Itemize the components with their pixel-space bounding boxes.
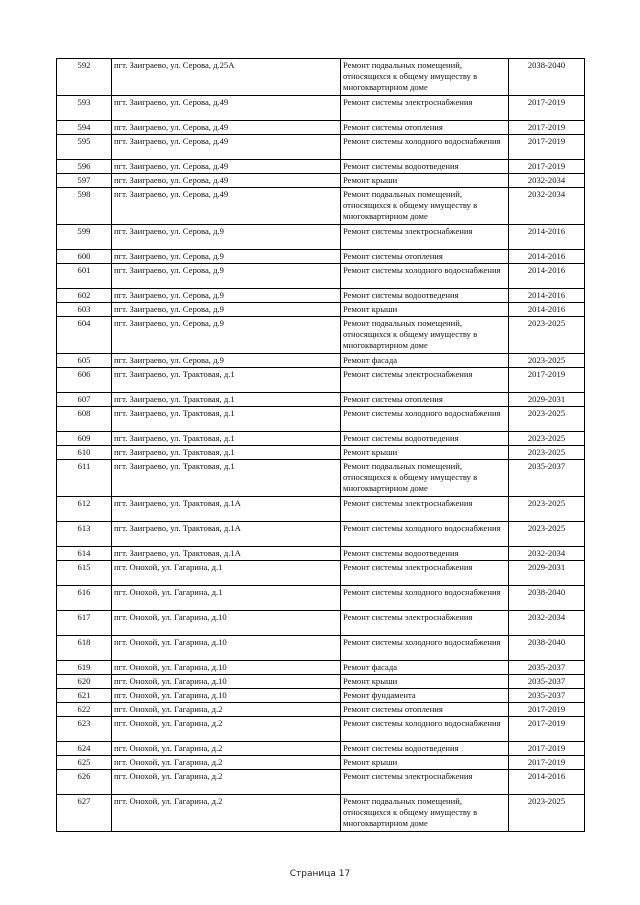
work-type-cell: Ремонт системы электроснабжения [341,561,509,586]
period-cell: 2017-2019 [509,703,585,717]
address-cell: пгт. Заиграево, ул. Трактовая, д.1 [112,460,341,497]
address-cell: пгт. Заиграево, ул. Серова, д.9 [112,289,341,303]
row-number: 604 [57,317,112,354]
address-cell: пгт. Онохой, ул. Гагарина, д.2 [112,703,341,717]
table-row [57,250,585,264]
period-cell: 2023-2025 [509,522,585,547]
table-row [57,795,585,832]
table-row [57,446,585,460]
work-type-cell: Ремонт системы холодного водоснабжения [341,636,509,661]
work-type-cell: Ремонт фундамента [341,689,509,703]
table-row [57,586,585,611]
address-cell: пгт. Онохой, ул. Гагарина, д.2 [112,756,341,770]
work-type-cell: Ремонт системы водоотведения [341,289,509,303]
table-row [57,135,585,160]
address-cell: пгт. Онохой, ул. Гагарина, д.10 [112,636,341,661]
table-row [57,661,585,675]
table-row [57,160,585,174]
period-cell: 2023-2025 [509,354,585,368]
period-cell: 2023-2025 [509,407,585,432]
work-type-cell: Ремонт системы холодного водоснабжения [341,264,509,289]
period-cell: 2014-2016 [509,250,585,264]
period-cell: 2014-2016 [509,770,585,795]
table-row [57,636,585,661]
period-cell: 2014-2016 [509,289,585,303]
address-cell: пгт. Заиграево, ул. Серова, д.49 [112,121,341,135]
table-row [57,188,585,225]
row-number: 594 [57,121,112,135]
period-cell: 2023-2025 [509,432,585,446]
address-cell: пгт. Онохой, ул. Гагарина, д.10 [112,689,341,703]
row-number: 621 [57,689,112,703]
table-row [57,317,585,354]
work-type-cell: Ремонт системы водоотведения [341,547,509,561]
row-number: 623 [57,717,112,742]
period-cell: 2023-2025 [509,317,585,354]
work-type-cell: Ремонт системы электроснабжения [341,611,509,636]
table-row [57,703,585,717]
table-row [57,770,585,795]
row-number: 602 [57,289,112,303]
row-number: 626 [57,770,112,795]
table-row [57,547,585,561]
row-number: 598 [57,188,112,225]
row-number: 599 [57,225,112,250]
work-type-cell: Ремонт подвальных помещений, относящихся к общему имуществу в многоквартирном доме [341,460,509,497]
period-cell: 2017-2019 [509,717,585,742]
address-cell: пгт. Заиграево, ул. Трактовая, д.1 [112,446,341,460]
row-number: 613 [57,522,112,547]
table-row [57,96,585,121]
table-row [57,225,585,250]
address-cell: пгт. Заиграево, ул. Серова, д.9 [112,354,341,368]
row-number: 622 [57,703,112,717]
row-number: 597 [57,174,112,188]
row-number: 612 [57,497,112,522]
table-row [57,675,585,689]
work-type-cell: Ремонт крыши [341,303,509,317]
work-type-cell: Ремонт системы холодного водоснабжения [341,717,509,742]
row-number: 596 [57,160,112,174]
address-cell: пгт. Онохой, ул. Гагарина, д.2 [112,795,341,832]
work-type-cell: Ремонт системы холодного водоснабжения [341,522,509,547]
work-type-cell: Ремонт системы холодного водоснабжения [341,586,509,611]
table-row [57,303,585,317]
row-number: 607 [57,393,112,407]
address-cell: пгт. Онохой, ул. Гагарина, д.1 [112,586,341,611]
row-number: 617 [57,611,112,636]
period-cell: 2032-2034 [509,188,585,225]
table-body [57,59,585,832]
table-row [57,407,585,432]
row-number: 618 [57,636,112,661]
address-cell: пгт. Заиграево, ул. Трактовая, д.1А [112,497,341,522]
period-cell: 2038-2040 [509,586,585,611]
address-cell: пгт. Онохой, ул. Гагарина, д.10 [112,661,341,675]
row-number: 616 [57,586,112,611]
page-number: Страница 17 [289,869,351,879]
period-cell: 2029-2031 [509,561,585,586]
work-type-cell: Ремонт системы холодного водоснабжения [341,407,509,432]
repair-schedule-table [56,58,585,832]
table-row [57,264,585,289]
period-cell: 2023-2025 [509,497,585,522]
row-number: 625 [57,756,112,770]
work-type-cell: Ремонт крыши [341,174,509,188]
work-type-cell: Ремонт крыши [341,675,509,689]
address-cell: пгт. Заиграево, ул. Серова, д.9 [112,250,341,264]
address-cell: пгт. Заиграево, ул. Трактовая, д.1А [112,522,341,547]
period-cell: 2035-2037 [509,460,585,497]
row-number: 610 [57,446,112,460]
row-number: 627 [57,795,112,832]
table-row [57,393,585,407]
work-type-cell: Ремонт системы водоотведения [341,160,509,174]
work-type-cell: Ремонт подвальных помещений, относящихся к общему имуществу в многоквартирном доме [341,317,509,354]
address-cell: пгт. Заиграево, ул. Трактовая, д.1 [112,407,341,432]
period-cell: 2032-2034 [509,611,585,636]
period-cell: 2017-2019 [509,368,585,393]
period-cell: 2035-2037 [509,689,585,703]
work-type-cell: Ремонт системы электроснабжения [341,368,509,393]
table-row [57,689,585,703]
address-cell: пгт. Онохой, ул. Гагарина, д.1 [112,561,341,586]
row-number: 620 [57,675,112,689]
work-type-cell: Ремонт фасада [341,661,509,675]
address-cell: пгт. Онохой, ул. Гагарина, д.2 [112,770,341,795]
table-row [57,561,585,586]
row-number: 614 [57,547,112,561]
row-number: 600 [57,250,112,264]
work-type-cell: Ремонт системы водоотведения [341,742,509,756]
table-row [57,756,585,770]
address-cell: пгт. Онохой, ул. Гагарина, д.10 [112,675,341,689]
row-number: 606 [57,368,112,393]
period-cell: 2017-2019 [509,121,585,135]
address-cell: пгт. Заиграево, ул. Серова, д.49 [112,188,341,225]
row-number: 605 [57,354,112,368]
work-type-cell: Ремонт системы водоотведения [341,432,509,446]
row-number: 603 [57,303,112,317]
work-type-cell: Ремонт системы электроснабжения [341,497,509,522]
table-row [57,368,585,393]
period-cell: 2014-2016 [509,303,585,317]
period-cell: 2038-2040 [509,59,585,96]
period-cell: 2017-2019 [509,135,585,160]
row-number: 593 [57,96,112,121]
work-type-cell: Ремонт системы электроснабжения [341,96,509,121]
address-cell: пгт. Онохой, ул. Гагарина, д.2 [112,742,341,756]
period-cell: 2029-2031 [509,393,585,407]
address-cell: пгт. Заиграево, ул. Трактовая, д.1 [112,368,341,393]
work-type-cell: Ремонт крыши [341,446,509,460]
table-row [57,522,585,547]
table-row [57,174,585,188]
work-type-cell: Ремонт подвальных помещений, относящихся к общему имуществу в многоквартирном доме [341,795,509,832]
period-cell: 2023-2025 [509,795,585,832]
address-cell: пгт. Онохой, ул. Гагарина, д.10 [112,611,341,636]
work-type-cell: Ремонт подвальных помещений, относящихся к общему имуществу в многоквартирном доме [341,188,509,225]
table-row [57,121,585,135]
address-cell: пгт. Заиграево, ул. Серова, д.9 [112,225,341,250]
period-cell: 2014-2016 [509,225,585,250]
address-cell: пгт. Заиграево, ул. Серова, д.49 [112,96,341,121]
address-cell: пгт. Заиграево, ул. Трактовая, д.1 [112,432,341,446]
period-cell: 2038-2040 [509,636,585,661]
work-type-cell: Ремонт системы отопления [341,250,509,264]
period-cell: 2035-2037 [509,675,585,689]
row-number: 624 [57,742,112,756]
work-type-cell: Ремонт системы отопления [341,393,509,407]
period-cell: 2017-2019 [509,160,585,174]
work-type-cell: Ремонт системы отопления [341,703,509,717]
row-number: 601 [57,264,112,289]
work-type-cell: Ремонт фасада [341,354,509,368]
table-row [57,717,585,742]
period-cell: 2023-2025 [509,446,585,460]
address-cell: пгт. Заиграево, ул. Трактовая, д.1А [112,547,341,561]
table-row [57,611,585,636]
period-cell: 2035-2037 [509,661,585,675]
address-cell: пгт. Заиграево, ул. Серова, д.49 [112,135,341,160]
address-cell: пгт. Заиграево, ул. Серова, д.9 [112,303,341,317]
period-cell: 2017-2019 [509,96,585,121]
work-type-cell: Ремонт системы отопления [341,121,509,135]
address-cell: пгт. Онохой, ул. Гагарина, д.2 [112,717,341,742]
address-cell: пгт. Заиграево, ул. Серова, д.49 [112,160,341,174]
table-row [57,289,585,303]
row-number: 608 [57,407,112,432]
address-cell: пгт. Заиграево, ул. Серова, д.9 [112,264,341,289]
period-cell: 2014-2016 [509,264,585,289]
work-type-cell: Ремонт системы холодного водоснабжения [341,135,509,160]
row-number: 615 [57,561,112,586]
work-type-cell: Ремонт системы электроснабжения [341,225,509,250]
address-cell: пгт. Заиграево, ул. Серова, д.9 [112,317,341,354]
address-cell: пгт. Заиграево, ул. Серова, д.49 [112,174,341,188]
work-type-cell: Ремонт крыши [341,756,509,770]
period-cell: 2017-2019 [509,742,585,756]
table-row [57,354,585,368]
table-row [57,432,585,446]
row-number: 611 [57,460,112,497]
table-row [57,742,585,756]
table-row [57,460,585,497]
row-number: 595 [57,135,112,160]
table-row [57,497,585,522]
row-number: 619 [57,661,112,675]
address-cell: пгт. Заиграево, ул. Трактовая, д.1 [112,393,341,407]
table-row [57,59,585,96]
row-number: 609 [57,432,112,446]
period-cell: 2032-2034 [509,547,585,561]
row-number: 592 [57,59,112,96]
address-cell: пгт. Заиграево, ул. Серова, д.25А [112,59,341,96]
work-type-cell: Ремонт системы электроснабжения [341,770,509,795]
period-cell: 2017-2019 [509,756,585,770]
period-cell: 2032-2034 [509,174,585,188]
work-type-cell: Ремонт подвальных помещений, относящихся к общему имуществу в многоквартирном доме [341,59,509,96]
